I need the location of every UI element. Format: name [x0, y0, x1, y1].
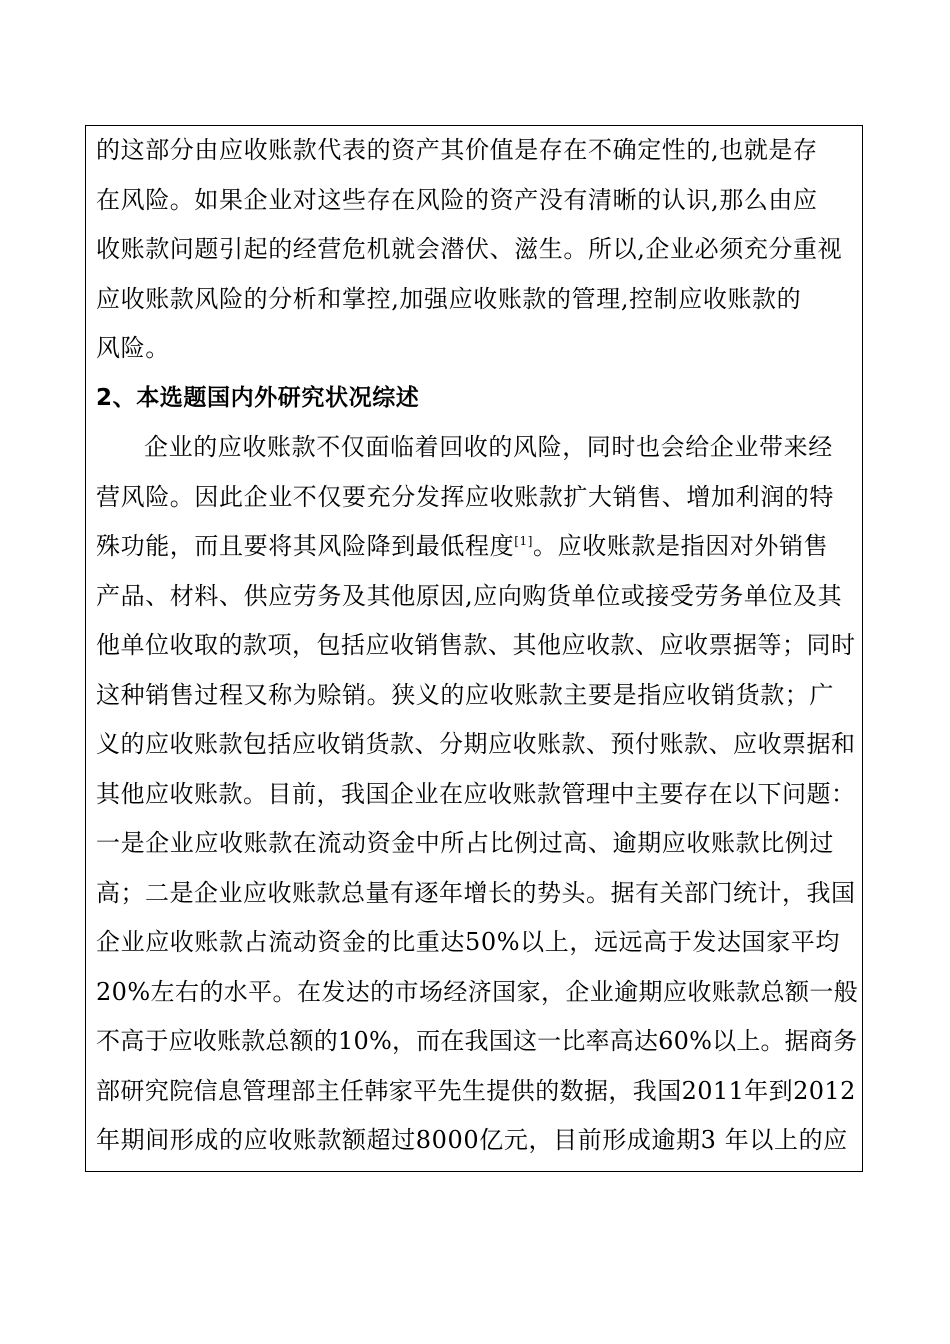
paragraph-line: 营风险。因此企业不仅要充分发挥应收账款扩大销售、增加利润的特	[96, 482, 834, 511]
paragraph-line: 这种销售过程又称为赊销。狭义的应收账款主要是指应收销货款；广	[96, 680, 834, 709]
paragraph-line: 产品、材料、供应劳务及其他原因,应向购货单位或接受劳务单位及其	[96, 581, 843, 610]
paragraph-line: 高；二是企业应收账款总量有逐年增长的势头。据有关部门统计，我国	[96, 878, 856, 907]
paragraph-line: 部研究院信息管理部主任韩家平先生提供的数据，我国2011年到2012	[96, 1076, 856, 1105]
paragraph-line: 在风险。如果企业对这些存在风险的资产没有清晰的认识,那么由应	[96, 185, 818, 214]
document-frame	[85, 125, 863, 1172]
paragraph-line: 其他应收账款。目前，我国企业在应收账款管理中主要存在以下问题：	[96, 779, 856, 808]
paragraph-line: 他单位收取的款项，包括应收销售款、其他应收款、应收票据等；同时	[96, 631, 856, 659]
paragraph-line: 企业应收账款占流动资金的比重达50%以上，远远高于发达国家平均	[96, 928, 840, 956]
paragraph-line: 一是企业应收账款在流动资金中所占比例过高、逾期应收账款比例过	[96, 829, 834, 857]
paragraph-line: 风险。	[96, 334, 170, 362]
text-segment: 殊功能，而且要将其风险降到最低程度	[96, 532, 515, 560]
body-text	[96, 126, 858, 1166]
paragraph-line: 不高于应收账款总额的10%，而在我国这一比率高达60%以上。据商务	[96, 1027, 858, 1055]
paragraph-line: 应收账款风险的分析和掌控,加强应收账款的管理,控制应收账款的	[96, 284, 802, 313]
paragraph-line: 企业的应收账款不仅面临着回收的风险，同时也会给企业带来经	[144, 433, 833, 461]
section-heading: 2、本选题国内外研究状况综述	[96, 384, 420, 411]
text-segment: 。应收账款是指因对外销售	[533, 532, 829, 560]
paragraph-line: 的这部分由应收账款代表的资产其价值是存在不确定性的,也就是存	[96, 136, 818, 164]
paragraph-line: 年期间形成的应收账款额超过8000亿元，目前形成逾期3 年以上的应	[96, 1126, 848, 1154]
paragraph-line: 义的应收账款包括应收销货款、分期应收账款、预付账款、应收票据和	[96, 730, 856, 758]
paragraph-line: 收账款问题引起的经营危机就会潜伏、滋生。所以,企业必须充分重视	[96, 235, 843, 263]
paragraph-line: 20%左右的水平。在发达的市场经济国家，企业逾期应收账款总额一般	[96, 977, 859, 1006]
paragraph-line-with-citation	[96, 522, 858, 572]
citation-marker: [1]	[514, 534, 534, 548]
